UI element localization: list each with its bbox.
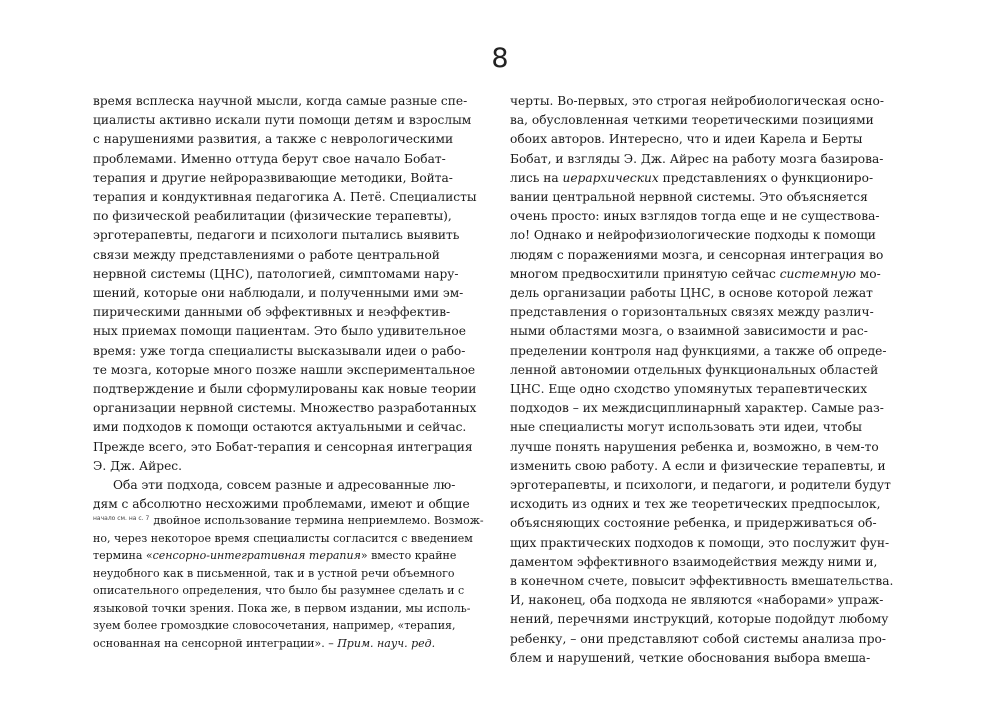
footnote-editor-note: Прим. науч. ред. [337, 636, 436, 650]
text-line: ными областями мозга, о взаимной зависимости и рас- [510, 324, 868, 339]
footnote-line: языковой точки зрения. Пока же, в первом издании, мы исполь- [93, 601, 471, 615]
text-line: изменить свою работу. А если и физические терапевты, и [510, 458, 886, 473]
text-line: нервной системы (ЦНС), патологией, симптомами нару- [93, 266, 459, 281]
text-line: эрготерапевты, педагоги и психологи пытались выявить [93, 228, 460, 243]
footnote-line [93, 635, 487, 653]
text-line: терапия и кондуктивная педагогика А. Петё. Специалисты [93, 190, 477, 205]
text-line: шений, которые они наблюдали, и полученными ими эм- [93, 286, 464, 301]
text-line: обоих авторов. Интересно, что и идеи Карела и Берты [510, 132, 863, 147]
footnote-line: описательного определения, что было бы разумнее сделать и с [93, 584, 465, 597]
text-line: с нарушениями развития, а также с неврологическими [93, 132, 454, 147]
text-line: дель организации работы ЦНС, в основе которой лежат [510, 286, 873, 301]
footnote-text: термина « [93, 549, 153, 562]
text-line: в конечном счете, повысит эффективность вмешательства. [510, 574, 894, 589]
text-line: представления о горизонтальных связях между различ- [510, 305, 874, 320]
text-line: ных приемах помощи пациентам. Это было удивительное [93, 324, 466, 339]
text-line: циалисты активно искали пути помощи детям и взрослым [93, 113, 472, 128]
text-line [510, 265, 914, 284]
text-line: те мозга, которые много позже нашли экспериментальное [93, 362, 476, 377]
footnote-line [93, 510, 487, 530]
text-line: ленной автономии отдельных функциональных областей [510, 362, 879, 377]
text-line: ва, обусловленная четкими теоретическими позициями [510, 113, 874, 128]
text-line: людям с поражениями мозга, и сенсорная интеграция во [510, 247, 884, 262]
text-line: связи между представлениями о работе центральной [93, 247, 440, 262]
text-line: нений, перечнями инструкций, которые подойдут любому [510, 612, 889, 627]
footnote-text: основанная на сенсорной интеграции». – [93, 636, 338, 650]
text-line [510, 169, 914, 188]
text-line: ные специалисты могут использовать эти идеи, чтобы [510, 420, 862, 435]
emphasis-text: системную [779, 266, 856, 281]
text-line: пределении контроля над функциями, а также об опреде- [510, 343, 887, 358]
text-line: лучше понять нарушения ребенка и, возможно, в чем-то [510, 439, 879, 454]
footnote-text: двойное использование термина неприемлемо. Возмож- [153, 514, 484, 527]
text-fragment: лись на [510, 170, 563, 185]
footnote [93, 510, 487, 652]
text-line: пирическими данными об эффективных и неэффектив- [93, 305, 451, 320]
text-line: дям с абсолютно несхожими проблемами, имеют и общие [93, 497, 470, 512]
text-line: время: уже тогда специалисты высказывали идеи о рабо- [93, 343, 466, 358]
text-line: блем и нарушений, четкие обоснования выбора вмеша- [510, 650, 871, 665]
footnote-line: неудобного как в письменной, так и в устной речи объемного [93, 566, 455, 580]
text-line: И, наконец, оба подхода не являются «наборами» упраж- [510, 593, 884, 608]
text-line: объясняющих состояние ребенка, и придерживаться об- [510, 516, 877, 531]
text-line: Прежде всего, это Бобат-терапия и сенсорная интеграция [93, 439, 473, 454]
footnote-text: » вместо крайне [360, 549, 457, 562]
text-line: щих практических подходов к помощи, это послужит фун- [510, 535, 890, 550]
text-line: вании центральной нервной системы. Это объясняется [510, 190, 868, 205]
text-fragment: представлениях о функциониро- [658, 170, 874, 185]
text-line: очень просто: иных взглядов тогда еще и не существова- [510, 209, 880, 224]
footnote-line: но, через некоторое время специалисты согласится с введением [93, 531, 473, 545]
text-line: проблемами. Именно оттуда берут свое начало Бобат- [93, 151, 446, 166]
text-line: организации нервной системы. Множество разработанных [93, 401, 477, 416]
text-line: эрготерапевты, и психологи, и педагоги, и родители будут [510, 478, 891, 493]
text-line: подтверждение и были сформулированы как новые теории [93, 382, 477, 397]
text-line: ими подходов к помощи остаются актуальными и сейчас. [93, 420, 467, 435]
footnote-term: сенсорно-интегративная терапия [152, 549, 361, 562]
text-line: черты. Во-первых, это строгая нейробиологическая осно- [510, 94, 884, 108]
text-line: время всплеска научной мысли, когда самые разные спе- [93, 94, 468, 108]
right-column [510, 92, 914, 668]
text-line: Э. Дж. Айрес. [93, 458, 183, 473]
text-line: ло! Однако и нейрофизиологические подходы к помощи [510, 228, 876, 243]
footnote-line [93, 547, 487, 565]
text-line: Оба эти подхода, совсем разные и адресованные лю- [113, 478, 456, 493]
left-column [93, 92, 487, 514]
text-fragment: многом предвосхитили принятую сейчас [510, 266, 780, 281]
text-line: ЦНС. Еще одно сходство упомянутых терапевтических [510, 382, 868, 397]
text-line: подходов – их междисциплинарный характер. Самые раз- [510, 401, 884, 416]
text-line: даментом эффективного взаимодействия между ними и, [510, 554, 878, 569]
text-line: терапия и другие нейроразвивающие методики, Войта- [93, 170, 453, 185]
text-line: ребенку, – они представляют собой системы анализа про- [510, 631, 886, 646]
footnote-marker: начало см. на с. 7 [93, 515, 150, 522]
emphasis-text: иерархических [562, 170, 659, 185]
page-number: 8 [491, 43, 509, 74]
text-line: исходить из одних и тех же теоретических предпосылок, [510, 497, 881, 512]
text-line: по физической реабилитации (физические терапевты), [93, 209, 452, 224]
text-line: Бобат, и взгляды Э. Дж. Айрес на работу мозга базирова- [510, 151, 884, 166]
footnote-line: зуем более громоздкие словосочетания, например, «терапия, [93, 619, 456, 632]
text-fragment: мо- [855, 266, 881, 281]
